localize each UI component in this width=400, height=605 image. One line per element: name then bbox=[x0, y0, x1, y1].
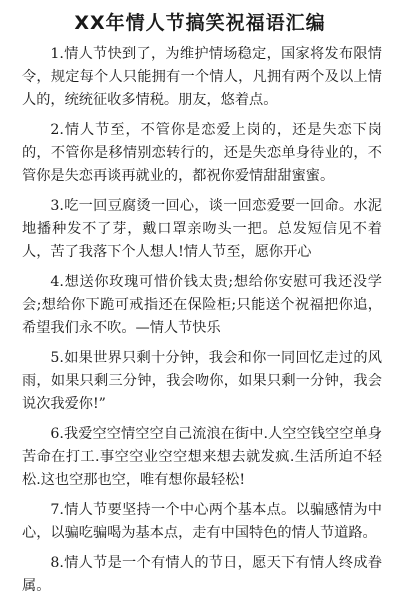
document-body bbox=[22, 43, 382, 605]
paragraph-5: 5.如果世界只剩十分钟，我会和你一同回忆走过的风雨，如果只剩三分钟，我会吻你，如果只剩一分钟，我会说次我爱你!” bbox=[22, 350, 382, 412]
paragraph-3: 3.吃一回豆腐烫一回心，谈一回恋爱要一回命。水泥地播种发不了芽，戴口罩亲吻头一把。总发短信见不着人，苦了我落下个人想人!情人节至，愿你开心 bbox=[22, 198, 382, 260]
paragraph-1: 1.情人节快到了，为维护情场稳定，国家将发布限情令，规定每个人只能拥有一个情人，凡拥有两个及以上情人的，统统征收多情税。朋友，悠着点。 bbox=[22, 46, 382, 108]
paragraph-7: 7.情人节要坚持一个中心两个基本点。以骗感情为中心，以骗吃骗喝为基本点，走有中国特色的情人节道路。 bbox=[22, 502, 382, 541]
paragraph-6: 6.我爱空空情空空自己流浪在街中.人空空钱空空单身苦命在打工.事空空业空空想来想去就发疯.生活所迫不轻松.这也空那也空，唯有想你最轻松! bbox=[22, 426, 382, 488]
paragraph-2: 2.情人节至，不管你是恋爱上岗的，还是失恋下岗的，不管你是移情别恋转行的，还是失恋单身待业的，不管你是失恋再谈再就业的，都祝你爱情甜甜蜜蜜。 bbox=[22, 122, 382, 184]
paragraph-4: 4.想送你玫瑰可惜价钱太贵;想给你安慰可我还没学会;想给你下跪可戒指还在保险柜;只能送个祝福把你追，希望我们永不吹。—情人节快乐 bbox=[22, 274, 382, 336]
paragraph-8: 8.情人节是一个有情人的节日，愿天下有情人终成眷属。 bbox=[22, 555, 382, 594]
document-title: XX年情人节搞笑祝福语汇编 bbox=[74, 12, 326, 34]
